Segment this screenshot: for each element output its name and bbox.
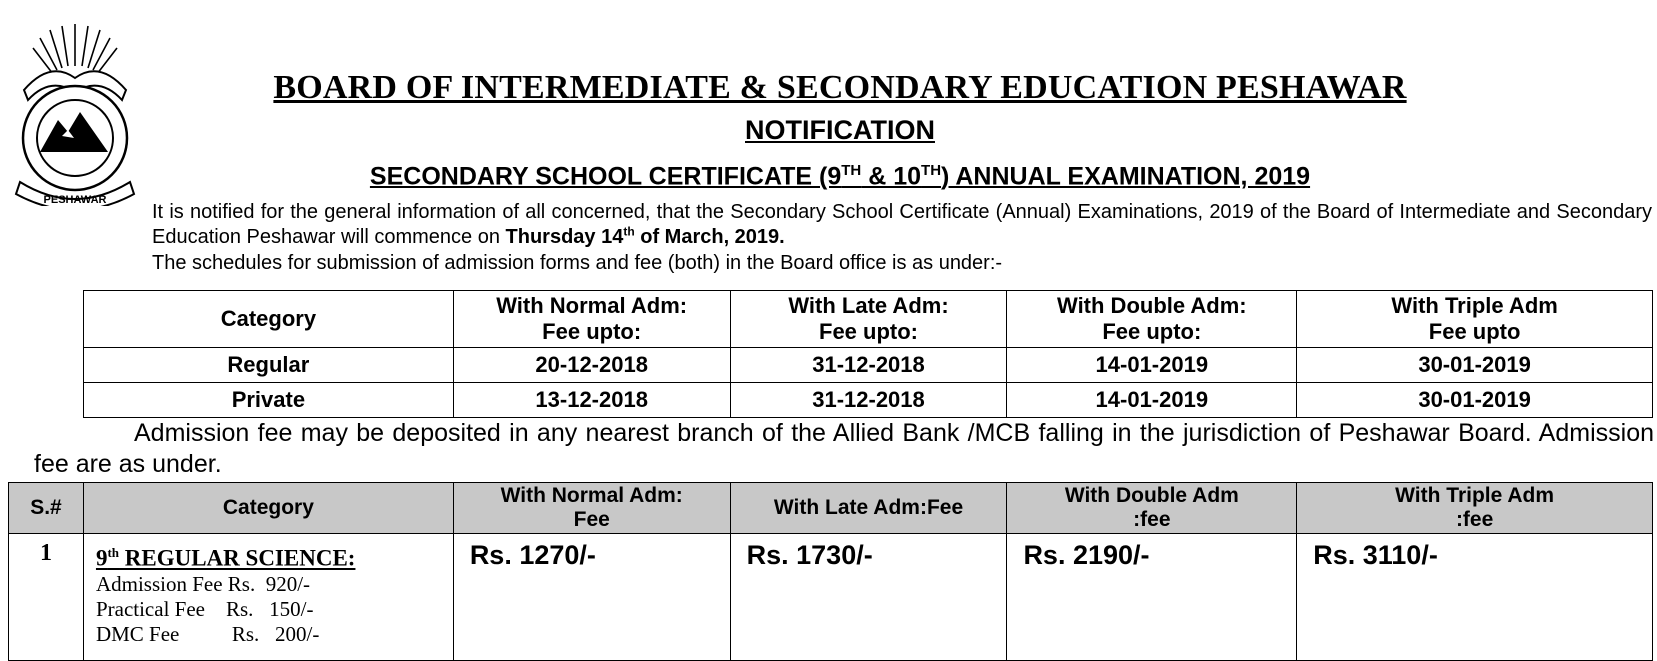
schedule-cell: 14-01-2019 [1007, 348, 1297, 383]
page-title: BOARD OF INTERMEDIATE & SECONDARY EDUCATION PESHAWAR [273, 69, 1407, 106]
schedule-cell: 13-12-2018 [453, 383, 730, 418]
schedule-header-cell: With Normal Adm: Fee upto: [453, 291, 730, 348]
fee-header-cell: S.# [9, 483, 84, 534]
fee-breakdown-line: Practical Fee Rs. 150/- [95, 596, 314, 621]
board-seal-logo [10, 20, 140, 206]
table-row [9, 534, 1653, 661]
serial-number-cell: 1 [9, 534, 84, 661]
intro-paragraph: It is notified for the general information of all concerned, that the Secondary School Certificate (Annual) Examinations, 2019 of the Board of Intermediate and Secondary Education Peshawar will commence on Thursday 14th of March, 2019. [152, 201, 1652, 248]
schedule-intro: The schedules for submission of admission forms and fee (both) in the Board office is as under:- [152, 252, 1003, 274]
fee-header-cell: With Double Adm :fee [1007, 483, 1297, 534]
schedule-table [83, 290, 1653, 418]
double-fee-cell: Rs. 2190/- [1007, 534, 1297, 661]
fee-breakdown-line: Admission Fee Rs. 920/- [95, 571, 311, 596]
schedule-cell: Private [84, 383, 454, 418]
triple-fee-cell: Rs. 3110/- [1297, 534, 1653, 661]
schedule-cell: Regular [84, 348, 454, 383]
category-cell [83, 534, 453, 661]
schedule-header-row [84, 291, 1653, 348]
fee-paragraph: Admission fee may be deposited in any nearest branch of the Allied Bank /MCB falling in the jurisdiction of Peshawar Board. Admission fee are as under. [34, 419, 1654, 478]
fee-header-cell: With Late Adm:Fee [730, 483, 1007, 534]
notification-heading: NOTIFICATION [745, 115, 935, 145]
fee-header-cell: With Triple Adm :fee [1297, 483, 1653, 534]
schedule-cell: 31-12-2018 [730, 348, 1007, 383]
schedule-cell: 20-12-2018 [453, 348, 730, 383]
table-row [84, 348, 1653, 383]
schedule-header-cell: With Double Adm: Fee upto: [1007, 291, 1297, 348]
logo-peshawar-text: PESHAWAR [43, 194, 107, 206]
table-row [84, 383, 1653, 418]
schedule-cell: 14-01-2019 [1007, 383, 1297, 418]
normal-fee-cell: Rs. 1270/- [453, 534, 730, 661]
fee-header-cell: With Normal Adm: Fee [453, 483, 730, 534]
schedule-header-cell: With Late Adm: Fee upto: [730, 291, 1007, 348]
fee-header-cell: Category [83, 483, 453, 534]
schedule-cell: 30-01-2019 [1297, 348, 1653, 383]
schedule-cell: 30-01-2019 [1297, 383, 1653, 418]
fee-header-row [9, 483, 1653, 534]
schedule-header-cell: Category [84, 291, 454, 348]
exam-subtitle: SECONDARY SCHOOL CERTIFICATE (9TH & 10TH) ANNUAL EXAMINATION, 2019 [369, 162, 1311, 191]
fee-table [8, 482, 1653, 661]
category-heading: 9th REGULAR SCIENCE: [95, 545, 356, 571]
late-fee-cell: Rs. 1730/- [730, 534, 1007, 661]
schedule-header-cell: With Triple Adm Fee upto [1297, 291, 1653, 348]
schedule-cell: 31-12-2018 [730, 383, 1007, 418]
fee-breakdown-line: DMC Fee Rs. 200/- [95, 621, 320, 646]
